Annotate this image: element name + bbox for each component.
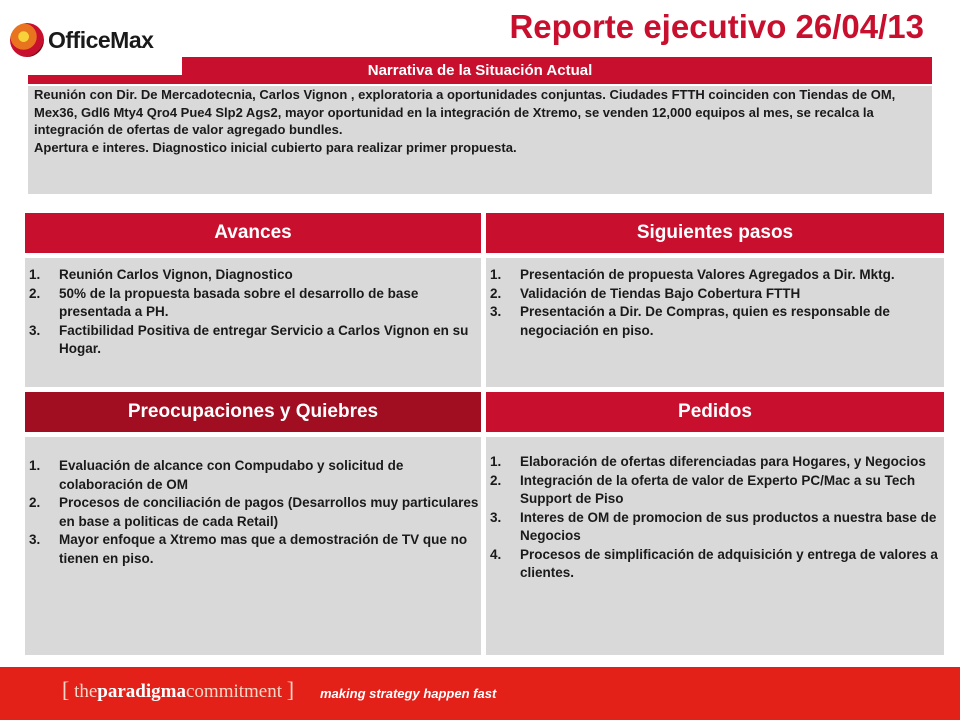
list-item: 4. Procesos de simplificación de adquisición y entrega de valores a clientes. bbox=[490, 546, 938, 580]
siguientes-pasos-list bbox=[486, 266, 944, 340]
list-item: 1. Elaboración de ofertas diferenciadas para Hogares, y Negocios bbox=[490, 454, 926, 469]
avances-body bbox=[25, 258, 481, 387]
list-item: 1. Reunión Carlos Vignon, Diagnostico bbox=[29, 267, 293, 282]
avances-header bbox=[25, 213, 481, 253]
paradigma-brand: [ theparadigmacommitment ] bbox=[62, 677, 295, 702]
list-item: 1. Presentación de propuesta Valores Agregados a Dir. Mktg. bbox=[490, 267, 895, 282]
preocupaciones-list bbox=[25, 457, 481, 568]
officemax-logo-text: OfficeMax bbox=[48, 26, 154, 53]
report-title: Reporte ejecutivo 26/04/13 bbox=[509, 8, 924, 45]
list-item: 2. Integración de la oferta de valor de Experto PC/Mac a su Tech Support de Piso bbox=[490, 472, 916, 506]
siguientes-pasos-title: Siguientes pasos bbox=[636, 222, 794, 243]
avances-title: Avances bbox=[214, 222, 292, 243]
list-item: 3. Mayor enfoque a Xtremo mas que a demostración de TV que no tienen en piso. bbox=[29, 532, 468, 566]
narrative-body bbox=[28, 86, 932, 194]
narrative-title: Narrativa de la Situación Actual bbox=[367, 62, 593, 79]
preocupaciones-title: Preocupaciones y Quiebres bbox=[127, 401, 379, 422]
list-item: 3. Presentación a Dir. De Compras, quien es responsable de negociación en piso. bbox=[490, 304, 890, 338]
siguientes-pasos-header bbox=[486, 213, 944, 253]
preocupaciones-header bbox=[25, 392, 481, 432]
narrative-paragraph: Apertura e interes. Diagnostico inicial cubierto para realizar primer propuesta. bbox=[34, 139, 517, 155]
list-item: 2. 50% de la propuesta basada sobre el desarrollo de base presentada a PH. bbox=[29, 285, 419, 319]
list-item: 1. Evaluación de alcance con Compudabo y solicitud de colaboración de OM bbox=[29, 458, 404, 492]
pedidos-title: Pedidos bbox=[678, 401, 752, 422]
list-item: 3. Interes de OM de promocion de sus productos a nuestra base de Negocios bbox=[490, 509, 937, 543]
siguientes-pasos-body bbox=[486, 258, 944, 387]
avances-list bbox=[25, 266, 481, 359]
officemax-logo bbox=[10, 20, 186, 60]
pedidos-list bbox=[486, 453, 944, 583]
officemax-logo-icon bbox=[10, 23, 44, 57]
preocupaciones-body bbox=[25, 437, 481, 655]
pedidos-body bbox=[486, 437, 944, 655]
list-item: 2. Validación de Tiendas Bajo Cobertura FTTH bbox=[490, 285, 801, 301]
pedidos-header bbox=[486, 392, 944, 432]
narrative-header bbox=[28, 57, 932, 84]
list-item: 2. Procesos de conciliación de pagos (Desarrollos muy particulares en base a politicas de cada Retail) bbox=[29, 495, 479, 529]
narrative-paragraph: Reunión con Dir. De Mercadotecnia, Carlos Vignon , exploratoria a oportunidades conjuntas. Ciudades FTTH coinciden con Tiendas de OM, Mex36, Gdl6 Mty4 Qro4 Pue4 Slp2 Ags2, mayor oportunidad en la integración de Xtremo, se venden 12,000 equipos al mes, se recalca la integración de ofertas de valor agregado bundles. bbox=[34, 87, 896, 137]
list-item: 3. Factibilidad Positiva de entregar Servicio a Carlos Vignon en su Hogar. bbox=[29, 322, 469, 356]
footer-bar bbox=[0, 667, 960, 720]
footer-tagline: making strategy happen fast bbox=[320, 686, 497, 701]
